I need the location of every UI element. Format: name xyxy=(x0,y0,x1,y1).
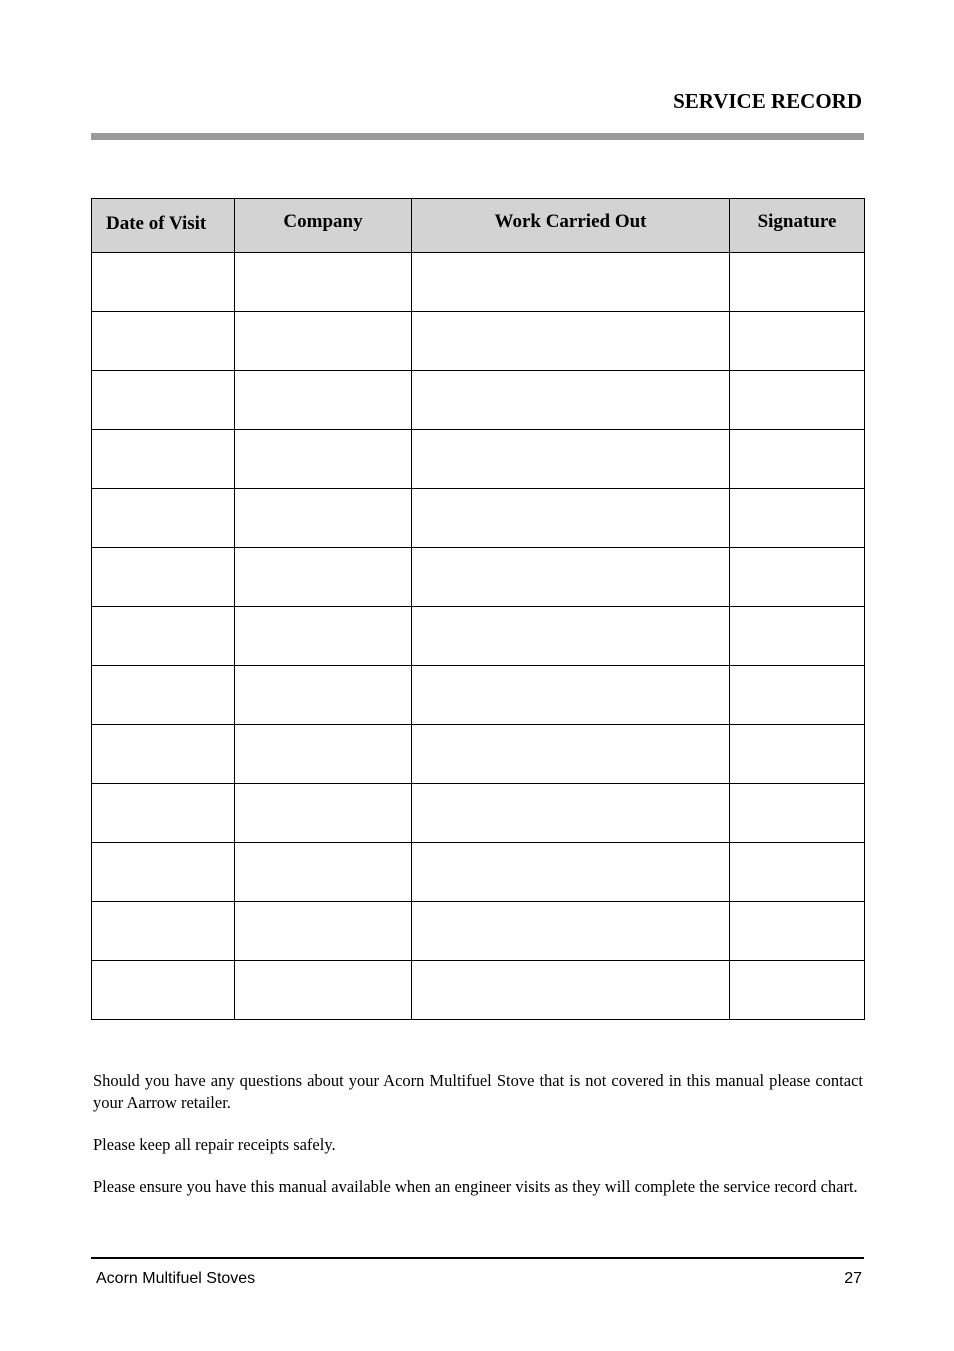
date-cell[interactable] xyxy=(92,961,235,1020)
table-row xyxy=(92,843,865,902)
column-header-company: Company xyxy=(235,199,412,253)
work-cell[interactable] xyxy=(412,902,730,961)
signature-cell[interactable] xyxy=(730,430,865,489)
table-row xyxy=(92,253,865,312)
company-cell[interactable] xyxy=(235,666,412,725)
service-record-table xyxy=(91,198,865,1020)
page-title: SERVICE RECORD xyxy=(673,89,862,113)
table-row xyxy=(92,548,865,607)
company-cell[interactable] xyxy=(235,725,412,784)
date-cell[interactable] xyxy=(92,666,235,725)
date-cell[interactable] xyxy=(92,548,235,607)
company-cell[interactable] xyxy=(235,489,412,548)
signature-cell[interactable] xyxy=(730,548,865,607)
date-cell[interactable] xyxy=(92,430,235,489)
work-cell[interactable] xyxy=(412,489,730,548)
company-cell[interactable] xyxy=(235,902,412,961)
table-row xyxy=(92,607,865,666)
table-row xyxy=(92,725,865,784)
signature-cell[interactable] xyxy=(730,961,865,1020)
work-cell[interactable] xyxy=(412,784,730,843)
signature-cell[interactable] xyxy=(730,902,865,961)
company-cell[interactable] xyxy=(235,371,412,430)
signature-cell[interactable] xyxy=(730,371,865,430)
column-header-signature: Signature xyxy=(730,199,865,253)
date-cell[interactable] xyxy=(92,253,235,312)
engineer-visit-paragraph: Please ensure you have this manual available when an engineer visits as they will complete the service record chart. xyxy=(93,1177,858,1196)
date-cell[interactable] xyxy=(92,725,235,784)
work-cell[interactable] xyxy=(412,312,730,371)
footer-document-title: Acorn Multifuel Stoves xyxy=(96,1270,256,1287)
signature-cell[interactable] xyxy=(730,253,865,312)
table-header-row xyxy=(92,199,865,253)
company-cell[interactable] xyxy=(235,548,412,607)
date-cell[interactable] xyxy=(92,371,235,430)
signature-cell[interactable] xyxy=(730,489,865,548)
footer-page-number: 27 xyxy=(844,1270,862,1287)
date-cell[interactable] xyxy=(92,312,235,371)
work-cell[interactable] xyxy=(412,430,730,489)
table-row xyxy=(92,489,865,548)
title-rule xyxy=(91,133,864,140)
column-header-work-carried-out: Work Carried Out xyxy=(412,199,730,253)
work-cell[interactable] xyxy=(412,607,730,666)
date-cell[interactable] xyxy=(92,489,235,548)
company-cell[interactable] xyxy=(235,312,412,371)
work-cell[interactable] xyxy=(412,843,730,902)
work-cell[interactable] xyxy=(412,371,730,430)
signature-cell[interactable] xyxy=(730,607,865,666)
company-cell[interactable] xyxy=(235,843,412,902)
company-cell[interactable] xyxy=(235,430,412,489)
contact-retailer-paragraph: Should you have any questions about your Acorn Multifuel Stove that is not covered in this manual please contact your Aarrow retailer. xyxy=(93,1071,863,1112)
table-row xyxy=(92,666,865,725)
work-cell[interactable] xyxy=(412,961,730,1020)
work-cell[interactable] xyxy=(412,548,730,607)
table-body xyxy=(92,253,865,1020)
signature-cell[interactable] xyxy=(730,784,865,843)
signature-cell[interactable] xyxy=(730,843,865,902)
company-cell[interactable] xyxy=(235,784,412,843)
company-cell[interactable] xyxy=(235,253,412,312)
keep-receipts-paragraph: Please keep all repair receipts safely. xyxy=(93,1135,336,1154)
date-cell[interactable] xyxy=(92,784,235,843)
table-row xyxy=(92,312,865,371)
date-cell[interactable] xyxy=(92,902,235,961)
work-cell[interactable] xyxy=(412,253,730,312)
date-cell[interactable] xyxy=(92,843,235,902)
table-row xyxy=(92,902,865,961)
table-row xyxy=(92,784,865,843)
signature-cell[interactable] xyxy=(730,725,865,784)
date-cell[interactable] xyxy=(92,607,235,666)
table-row xyxy=(92,371,865,430)
signature-cell[interactable] xyxy=(730,312,865,371)
table-row xyxy=(92,961,865,1020)
table-row xyxy=(92,430,865,489)
signature-cell[interactable] xyxy=(730,666,865,725)
footer-rule xyxy=(91,1257,864,1259)
company-cell[interactable] xyxy=(235,961,412,1020)
work-cell[interactable] xyxy=(412,725,730,784)
column-header-date-of-visit: Date of Visit xyxy=(92,199,235,253)
company-cell[interactable] xyxy=(235,607,412,666)
work-cell[interactable] xyxy=(412,666,730,725)
